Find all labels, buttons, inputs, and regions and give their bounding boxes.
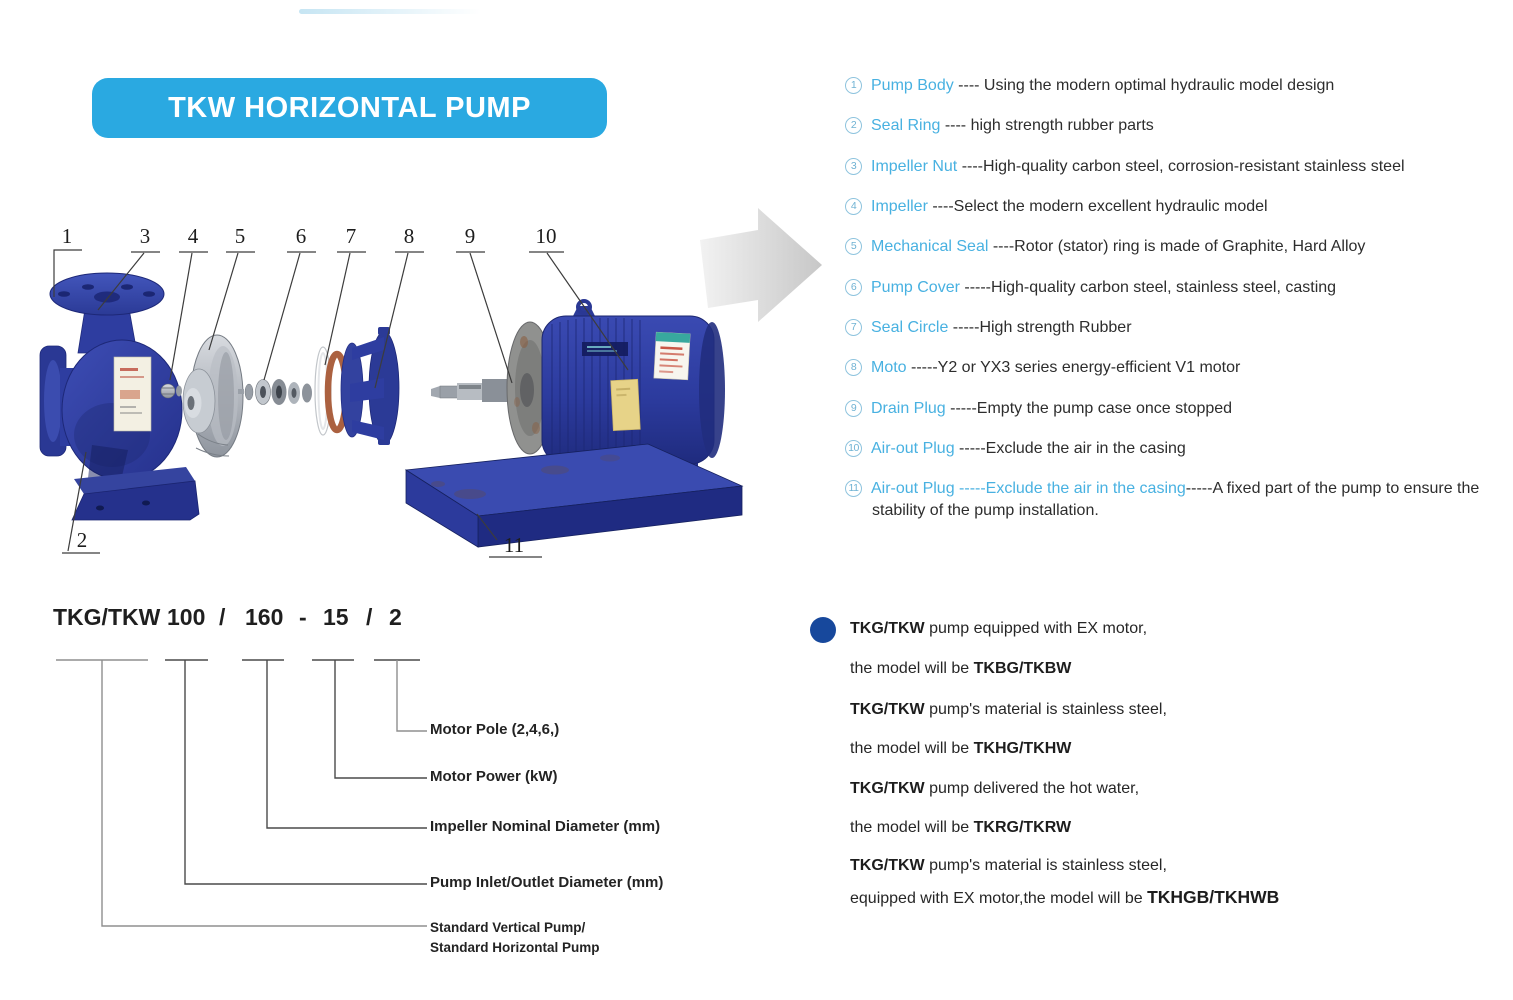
page-title: TKW HORIZONTAL PUMP	[168, 91, 531, 124]
part-name: Mechanical Seal	[871, 238, 989, 255]
mechanical-seal-parts	[238, 379, 312, 405]
label-inlet-diameter: Pump Inlet/Outlet Diameter (mm)	[430, 874, 664, 891]
parts-list-item-2	[845, 115, 1154, 137]
circled-number: 5	[845, 238, 862, 255]
label-impeller-diameter: Impeller Nominal Diameter (mm)	[430, 818, 661, 835]
circled-number: 4	[845, 198, 862, 215]
variant-line: TKG/TKW pump delivered the hot water,	[850, 780, 1140, 797]
part-description: ----High-quality carbon steel, corrosion-resistant stainless steel	[957, 158, 1405, 175]
motor-shaft	[431, 379, 514, 402]
part-description: -----Empty the pump case once stopped	[945, 400, 1233, 417]
pump-cover	[341, 327, 399, 445]
variant-line: the model will be TKHG/TKHW	[850, 740, 1072, 757]
part-description: -----High-quality carbon steel, stainless steel, casting	[959, 279, 1337, 296]
part-name: Air-out Plug -----Exclude the air in the casing	[871, 480, 1186, 497]
part-description: -----Y2 or YX3 series energy-efficient V1 motor	[906, 359, 1241, 376]
model-code-connector-lines	[40, 650, 460, 950]
callout-number-7: 7	[345, 224, 357, 248]
parts-list-item-1	[845, 75, 1334, 97]
arrow-right-icon	[690, 200, 830, 335]
title-banner	[92, 78, 607, 138]
circled-number: 2	[845, 117, 862, 134]
motor-nameplate	[582, 342, 628, 356]
part-name: Seal Circle	[871, 319, 949, 336]
callout-number-8: 8	[403, 224, 415, 248]
variant-line: equipped with EX motor,the model will be TKHGB/TKHWB	[850, 887, 1280, 907]
parts-list-item-4	[845, 196, 1268, 218]
circled-number: 11	[845, 480, 862, 497]
callout-number-1: 1	[61, 224, 73, 248]
model-pole: 2	[389, 604, 402, 630]
model-inlet: 100	[167, 604, 206, 630]
callout-number-11: 11	[503, 533, 525, 557]
variant-line: the model will be TKBG/TKBW	[850, 660, 1072, 677]
parts-list-item-3	[845, 156, 1405, 178]
part-description: ---- high strength rubber parts	[940, 117, 1154, 134]
callout-number-5: 5	[234, 224, 246, 248]
variant-line: the model will be TKRG/TKRW	[850, 819, 1072, 836]
variant-line: TKG/TKW pump's material is stainless steel,	[850, 857, 1167, 874]
circled-number: 8	[845, 359, 862, 376]
parts-list-item-10	[845, 438, 1186, 460]
part-name: Drain Plug	[871, 400, 946, 417]
pump-body-label	[114, 357, 151, 431]
part-description: ----Select the modern excellent hydraulic model	[927, 198, 1268, 215]
model-impeller: 160	[245, 604, 284, 630]
label-standard-pump-line2: Standard Horizontal Pump	[430, 940, 600, 955]
bullet-icon	[810, 617, 836, 643]
circled-number: 1	[845, 77, 862, 94]
parts-list-item-9	[845, 398, 1232, 420]
pump-exploded-diagram	[30, 215, 780, 570]
callout-number-10: 10	[535, 224, 557, 248]
label-motor-power: Motor Power (kW)	[430, 768, 558, 785]
variant-line: TKG/TKW pump equipped with EX motor,	[850, 620, 1148, 637]
part-name: Moto	[871, 359, 907, 376]
model-separator: /	[366, 604, 373, 630]
part-name: Impeller Nut	[871, 158, 958, 175]
label-standard-pump-line1: Standard Vertical Pump/	[430, 920, 586, 935]
part-description: -----Exclude the air in the casing	[954, 440, 1186, 457]
circled-number: 6	[845, 279, 862, 296]
impeller-nut	[161, 384, 182, 398]
part-description: -----A fixed part of the pump to ensure the stability of the pump installation.	[872, 480, 1484, 519]
part-description: ----Rotor (stator) ring is made of Graphite, Hard Alloy	[988, 238, 1366, 255]
parts-list-item-5	[845, 236, 1365, 258]
circled-number: 9	[845, 400, 862, 417]
circled-number: 10	[845, 440, 862, 457]
callout-number-4: 4	[187, 224, 199, 248]
label-motor-pole: Motor Pole (2,4,6,)	[430, 721, 560, 738]
callout-number-9: 9	[464, 224, 476, 248]
part-name: Impeller	[871, 198, 928, 215]
part-description: -----High strength Rubber	[948, 319, 1132, 336]
callout-number-3: 3	[139, 224, 151, 248]
variant-line: TKG/TKW pump's material is stainless steel,	[850, 701, 1167, 718]
part-name: Pump Body	[871, 77, 954, 94]
circled-number: 3	[845, 158, 862, 175]
parts-list-item-6	[845, 277, 1336, 299]
model-power: 15	[323, 604, 349, 630]
model-separator: -	[299, 604, 307, 630]
parts-list-item-11	[845, 478, 1513, 522]
callout-number-2: 2	[76, 528, 88, 552]
model-separator: /	[219, 604, 226, 630]
pump-body	[40, 273, 199, 520]
model-series: TKG/TKW	[53, 604, 161, 630]
callout-number-6: 6	[295, 224, 307, 248]
circled-number: 7	[845, 319, 862, 336]
part-name: Air-out Plug	[871, 440, 955, 457]
motor-sticker	[654, 332, 690, 380]
decor-dash	[299, 9, 481, 14]
impeller	[183, 335, 243, 457]
part-name: Seal Ring	[871, 117, 941, 134]
parts-list-item-7	[845, 317, 1132, 339]
part-description: ---- Using the modern optimal hydraulic model design	[953, 77, 1335, 94]
motor-yellow-label	[611, 379, 641, 430]
part-name: Pump Cover	[871, 279, 960, 296]
parts-list-item-8	[845, 357, 1240, 379]
